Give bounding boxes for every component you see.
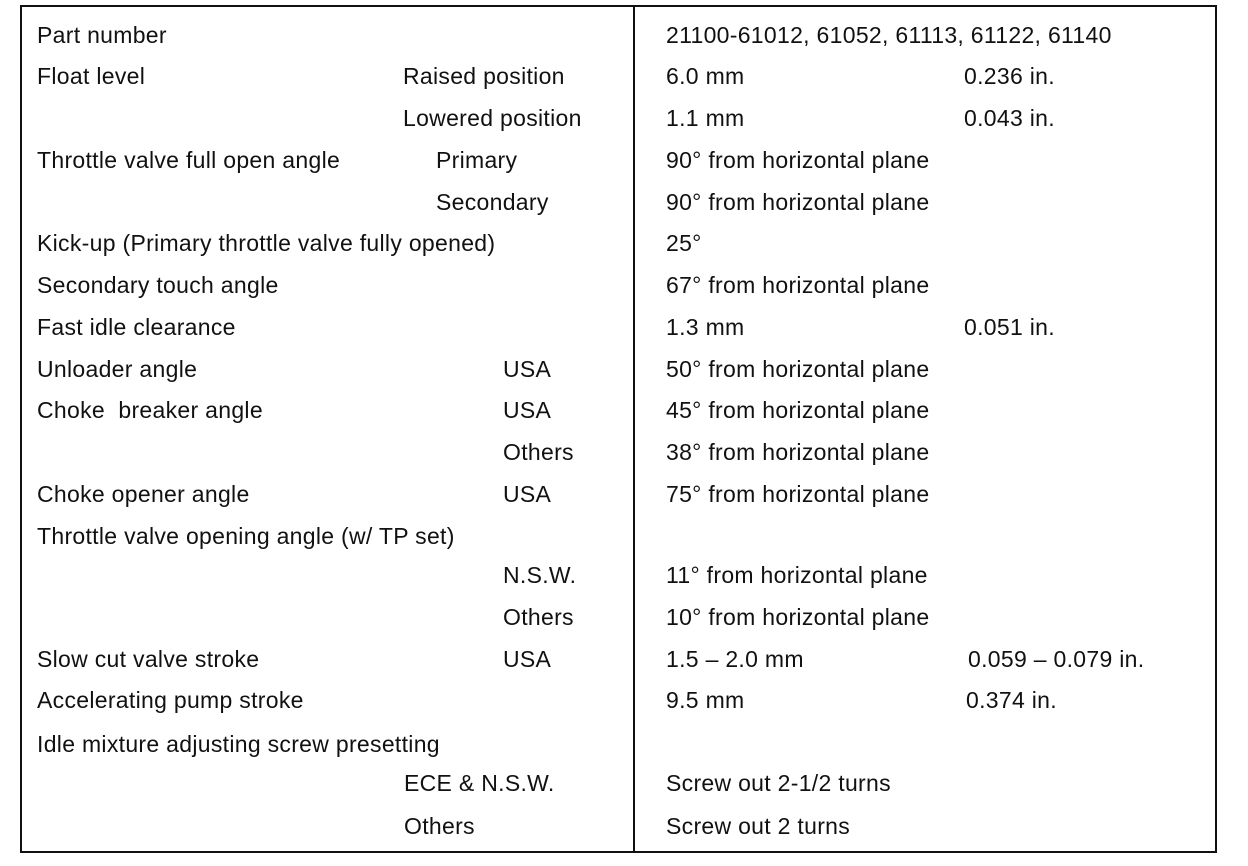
table-row [0,14,1248,56]
spec-label: Idle mixture adjusting screw presetting [37,731,440,757]
spec-value: 10° from horizontal plane [666,604,930,630]
table-row [0,139,1248,181]
spec-condition: ECE & N.S.W. [404,770,555,796]
spec-condition: Lowered position [403,105,582,131]
spec-value: 38° from horizontal plane [666,439,930,465]
spec-value: 45° from horizontal plane [666,397,930,423]
spec-value: 90° from horizontal plane [666,189,930,215]
spec-imperial: 0.043 in. [964,105,1055,131]
spec-condition: USA [503,481,552,507]
spec-imperial: 0.051 in. [964,314,1055,340]
spec-condition: Raised position [403,63,565,89]
table-row [0,306,1248,348]
spec-value: Screw out 2-1/2 turns [666,770,891,796]
spec-condition: N.S.W. [503,562,577,588]
table-row [0,264,1248,306]
spec-imperial: 0.374 in. [966,687,1057,713]
spec-condition: Secondary [436,189,549,215]
table-row [0,723,1248,765]
table-row [0,638,1248,680]
spec-label: Fast idle clearance [37,314,236,340]
spec-condition: USA [503,397,552,423]
spec-value: 50° from horizontal plane [666,356,930,382]
spec-label: Accelerating pump stroke [37,687,304,713]
spec-value: 67° from horizontal plane [666,272,930,298]
spec-imperial: 0.059 – 0.079 in. [968,646,1145,672]
spec-value: 25° [666,230,702,256]
spec-condition: Others [503,439,574,465]
table-row [0,473,1248,515]
table-row [0,596,1248,638]
spec-label: Choke opener angle [37,481,250,507]
spec-value: 1.5 – 2.0 mm [666,646,804,672]
table-row [0,222,1248,264]
table-row [0,762,1248,804]
table-row [0,55,1248,97]
table-row [0,805,1248,847]
table-row [0,515,1248,557]
spec-label: Throttle valve full open angle [37,147,341,173]
spec-value: 90° from horizontal plane [666,147,930,173]
spec-condition: USA [503,356,552,382]
spec-label: Unloader angle [37,356,198,382]
spec-value: 6.0 mm [666,63,745,89]
spec-label: Slow cut valve stroke [37,646,260,672]
spec-label: Kick-up (Primary throttle valve fully opened) [37,230,496,256]
spec-value: 1.3 mm [666,314,745,340]
spec-condition: USA [503,646,552,672]
table-row [0,679,1248,721]
spec-value: 75° from horizontal plane [666,481,930,507]
table-row [0,431,1248,473]
table-row [0,181,1248,223]
table-row [0,389,1248,431]
table-row [0,97,1248,139]
spec-condition: Primary [436,147,518,173]
spec-label: Float level [37,63,146,89]
spec-label: Part number [37,22,167,48]
table-row [0,348,1248,390]
spec-condition: Others [503,604,574,630]
spec-value: Screw out 2 turns [666,813,851,839]
spec-label: Throttle valve opening angle (w/ TP set) [37,523,455,549]
spec-value: 11° from horizontal plane [666,562,928,588]
table-row [0,554,1248,596]
spec-value: 21100-61012, 61052, 61113, 61122, 61140 [666,22,1112,48]
spec-label: Secondary touch angle [37,272,279,298]
spec-label: Choke breaker angle [37,397,263,423]
spec-value: 9.5 mm [666,687,745,713]
spec-imperial: 0.236 in. [964,63,1055,89]
spec-value: 1.1 mm [666,105,745,131]
spec-condition: Others [404,813,475,839]
